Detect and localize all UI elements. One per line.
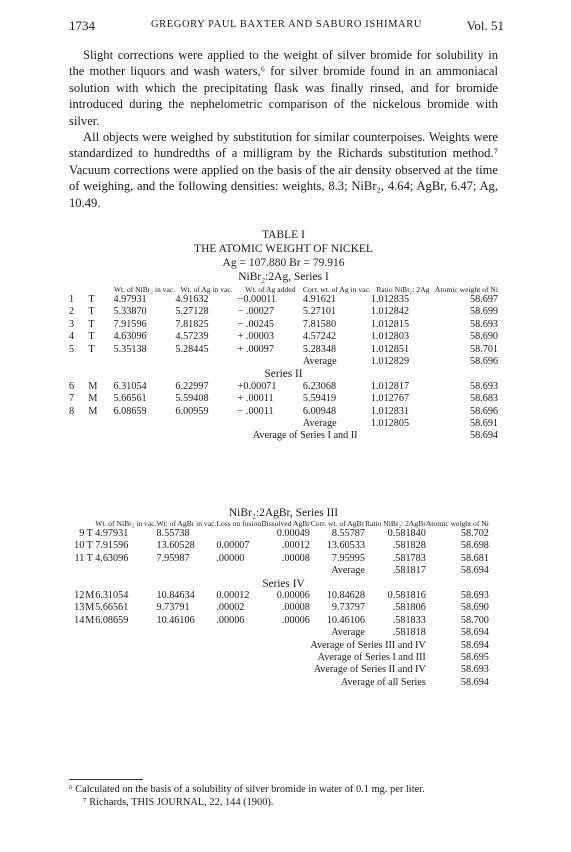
table-cell: Average of all Series <box>340 676 426 688</box>
table-cell: 58.690 <box>469 331 498 343</box>
table-cell: 5.66561 <box>113 393 147 405</box>
footnote-divider <box>69 779 143 780</box>
table-part-a <box>69 286 498 443</box>
table-cell: T <box>88 331 95 343</box>
table-cell: M <box>85 590 95 602</box>
table-row <box>69 540 498 552</box>
table-cell: 9.73797 <box>331 602 365 614</box>
table-cell: 9 <box>79 528 85 539</box>
body-text <box>69 47 498 211</box>
table-cell: 10.84634 <box>156 590 195 602</box>
series-4-rows <box>69 590 498 640</box>
table-cell: 58.700 <box>460 614 489 626</box>
table-cell: Average of Series III and IV <box>310 639 426 651</box>
table-cell: 6.08659 <box>113 405 147 417</box>
table-cell: Average of Series I and II <box>252 430 358 442</box>
table-cell: − .00011 <box>237 405 274 417</box>
table-cell <box>216 528 261 540</box>
table-cell: 1.012767 <box>370 393 410 405</box>
running-header <box>69 18 504 34</box>
table-row <box>69 331 498 343</box>
column-header: Ratio NiBr₂: 2AgBr <box>364 519 426 528</box>
table-cell: 1.012829 <box>370 356 410 368</box>
table-cell: 6.08659 <box>95 614 129 626</box>
table-cell: 13 <box>74 602 85 614</box>
table-cell: 58.698 <box>460 540 489 552</box>
table-cell: 58.701 <box>469 343 498 355</box>
table-label: TABLE I <box>262 229 305 241</box>
header-row <box>69 286 498 294</box>
table-cell: M <box>88 380 98 392</box>
table-cell: 58.695 <box>460 652 489 664</box>
column-header: Wt. of Ag added <box>245 285 296 294</box>
table-cell: 5.66561 <box>95 602 129 614</box>
table-cell: 6.31054 <box>113 380 147 392</box>
table-cell: 1.012831 <box>370 405 410 417</box>
table-cell: T <box>86 528 93 539</box>
table-cell: 6.00959 <box>175 405 209 417</box>
table-cell: 4.97931 <box>95 528 129 539</box>
running-title: GREGORY PAUL BAXTER AND SABURO ISHIMARU <box>150 19 423 30</box>
table-row <box>69 553 498 565</box>
table-cell: M <box>85 602 95 614</box>
table-part-b <box>69 520 498 689</box>
table-cell: 8 <box>69 405 75 417</box>
series-title-row <box>69 368 498 380</box>
table-cell: 7 <box>69 393 75 405</box>
column-header: Corr. wt. of AgBr <box>310 519 365 528</box>
part-b-title: NiBr₂:2AgBr, Series III <box>228 507 339 519</box>
table-row <box>69 406 498 418</box>
table-cell: 13.60528 <box>156 540 195 552</box>
table-cell: 58.694 <box>460 565 489 577</box>
table-cell: 0.00007 <box>216 540 250 552</box>
table-cell: 7.81825 <box>175 318 209 330</box>
table-row <box>69 319 498 331</box>
table-cell: 10.84628 <box>326 590 365 602</box>
table-cell: .581818 <box>392 627 426 639</box>
table-cell: 0.00006 <box>276 590 310 602</box>
table-cell: .00002 <box>216 602 245 614</box>
table-cell: 6 <box>69 380 75 392</box>
table-row <box>69 590 498 602</box>
table-cell: + .00003 <box>237 331 274 343</box>
table-cell: 0.00049 <box>276 528 310 539</box>
table-cell: 6.22997 <box>175 380 209 392</box>
table-cell: +0.00071 <box>237 380 277 392</box>
table-cell: − .00027 <box>237 306 274 318</box>
table-cell: 13.60533 <box>326 540 365 552</box>
part-a-title: NiBr₂:2Ag, Series I <box>238 271 329 283</box>
table-cell: .581828 <box>392 540 426 552</box>
table-cell: 1.012835 <box>370 294 410 305</box>
table-cell: 0.581816 <box>387 590 426 602</box>
table-cell: Average of Series II and IV <box>313 664 426 676</box>
table-cell: 58.699 <box>469 306 498 318</box>
series-2-rows <box>69 381 498 443</box>
table-cell: 58.690 <box>460 602 489 614</box>
table-cell: .00006 <box>216 614 245 626</box>
table-cell: 58.697 <box>469 294 498 305</box>
column-header: Dissolved AgBr <box>261 519 310 528</box>
summary-rows <box>69 640 498 690</box>
table-cell: 58.694 <box>460 676 489 688</box>
table-cell: 58.683 <box>469 393 498 405</box>
table-cell: 4.57239 <box>175 331 209 343</box>
table-cell: 10.46106 <box>156 614 195 626</box>
footnote: ⁶ Calculated on the basis of a solubility of silver bromide in water of 0.1 mg. per liter. <box>69 784 425 795</box>
table-cell: − .00245 <box>237 318 274 330</box>
table-cell: 4.57242 <box>302 331 337 343</box>
table-cell: M <box>85 614 95 626</box>
combined-average-row <box>69 430 498 442</box>
table-cell: 58.693 <box>460 590 489 602</box>
table-cell: 14 <box>74 614 85 626</box>
table-cell: Average <box>331 627 365 639</box>
table-cell: 58.696 <box>469 405 498 417</box>
table-cell: Average <box>302 356 337 368</box>
table-row <box>69 602 498 614</box>
table-cell: 5.35138 <box>113 343 147 355</box>
column-header: Loss on fusion <box>216 519 262 528</box>
table-cell: 4.63096 <box>113 331 147 343</box>
table-cell: 2 <box>69 306 75 318</box>
table-cell: 1.012815 <box>370 318 410 330</box>
table-cell: −0.00011 <box>237 294 277 305</box>
table-cell: 58.694 <box>460 639 489 651</box>
table-cell: 4.63096 <box>95 552 129 564</box>
table-cell: T <box>86 540 93 552</box>
table-cell: 7.91596 <box>113 318 147 330</box>
table-cell: 7.95987 <box>156 552 190 564</box>
table-constants: Ag = 107.880 Br = 79.916 <box>222 257 345 269</box>
table-row <box>69 393 498 405</box>
column-header: Wt. of NiBr₂ in vac. <box>95 519 157 528</box>
column-header: Wt. of NiBr₂ in vac. <box>113 285 176 294</box>
column-header: Atomic weight of Ni <box>425 519 489 528</box>
summary-row <box>69 652 498 664</box>
table-cell: 11 <box>74 552 85 564</box>
table-cell: T <box>88 343 95 355</box>
table-cell: T <box>86 552 93 564</box>
table-cell: 5 <box>69 343 75 355</box>
average-row <box>69 418 498 430</box>
header-row <box>69 520 498 528</box>
table-cell: 6.00948 <box>302 405 337 417</box>
table-cell: 3 <box>69 318 75 330</box>
table-cell: 58.694 <box>469 430 498 442</box>
table-row <box>69 615 498 627</box>
table-cell: 1.012803 <box>370 331 410 343</box>
volume-label: Vol. 51 <box>466 18 504 33</box>
table-cell: 1.012805 <box>370 418 410 430</box>
table-cell: 1 <box>69 294 75 305</box>
table-cell: T <box>88 318 95 330</box>
table-cell: 58.691 <box>469 418 498 430</box>
table-cell: .00006 <box>281 614 310 626</box>
table-cell: .00012 <box>281 540 310 552</box>
table-cell: .581783 <box>392 552 426 564</box>
table-caption <box>69 228 498 284</box>
table-cell: .581817 <box>392 565 426 577</box>
table-cell: 0.00012 <box>216 590 250 602</box>
table-cell: 1.012817 <box>370 380 410 392</box>
table-cell: + .00011 <box>237 393 274 405</box>
column-header: Ratio NiBr₂: 2Ag <box>376 285 430 294</box>
table-cell: 58.693 <box>469 380 498 392</box>
table-cell: 10.46106 <box>326 614 365 626</box>
table-cell: 5.28348 <box>302 343 337 355</box>
table-cell: 5.33870 <box>113 306 147 318</box>
table-cell: 4.91621 <box>302 294 337 305</box>
table-row <box>69 528 498 540</box>
table-cell: T <box>88 306 95 318</box>
series-3-rows <box>69 528 498 590</box>
table-cell: 7.91596 <box>95 540 129 552</box>
paragraph: Slight corrections were applied to the weight of silver bromide for solubility in the mother liquors and wash waters,⁶ for silver bromide found in an ammoniacal solution with which the precipitating flask was finally rinsed, and for bromide introduced during the nephelometric comparison of the nickelous bromide with silver. <box>69 48 498 128</box>
column-header: Wt. of Ag in vac. <box>180 285 233 294</box>
table-row <box>69 306 498 318</box>
table-cell: T <box>88 294 95 305</box>
table-cell: Average <box>302 418 337 430</box>
table-cell: 7.81580 <box>302 318 337 330</box>
page-number: 1734 <box>69 18 95 33</box>
table-cell: 4 <box>69 331 75 343</box>
table-cell: 5.28445 <box>175 343 209 355</box>
table-cell: 7.95995 <box>331 552 365 564</box>
table-cell: 12 <box>74 590 85 602</box>
average-row <box>69 627 498 639</box>
column-header: Corr. wt. of Ag in vac. <box>302 285 371 294</box>
column-header: Atomic weight of Ni <box>434 285 498 294</box>
table-cell: 6.23068 <box>302 380 337 392</box>
table-cell: + .00097 <box>237 343 274 355</box>
table-cell: .581806 <box>392 602 426 614</box>
table-cell: M <box>88 393 98 405</box>
table-cell: 0.581840 <box>387 528 426 539</box>
table-cell: 8.55738 <box>156 528 190 539</box>
table-cell: 10 <box>74 540 85 552</box>
average-row <box>69 565 498 577</box>
footnote: ⁷ Richards, THIS JOURNAL, 22, 144 (1900). <box>83 797 274 809</box>
table-cell: Average <box>331 565 365 577</box>
footnotes <box>69 783 501 810</box>
summary-row <box>69 664 498 676</box>
paragraph: All objects were weighed by substitution for similar counterpoises. Weights were standardized to hundredths of a milligram by the Richards substitution method.⁷ Vacuum corrections were applied on the basis of the air density observed at the time of weighing, and the following densities: weights, 8.3; NiBr₂, 4.64; AgBr, 6.47; Ag, 10.49. <box>69 130 498 210</box>
table-cell: 9.73791 <box>156 602 190 614</box>
table-cell: 5.27101 <box>302 306 337 318</box>
table-row <box>69 294 498 306</box>
table-cell: 58.693 <box>460 664 489 676</box>
table-cell: 4.91632 <box>175 294 209 305</box>
series-1-rows <box>69 294 498 381</box>
average-row <box>69 356 498 368</box>
table-cell: 58.702 <box>460 528 489 539</box>
table-cell: 58.693 <box>469 318 498 330</box>
table-cell: 5.27128 <box>175 306 209 318</box>
table-cell: 1.012851 <box>370 343 410 355</box>
column-header: Wt. of AgBr in vac. <box>156 519 217 528</box>
table-cell: 4.97931 <box>113 294 147 305</box>
series-4-title: Series IV <box>262 577 305 590</box>
table-cell: .00000 <box>216 552 245 564</box>
table-cell: .581833 <box>392 614 426 626</box>
table-title: THE ATOMIC WEIGHT OF NICKEL <box>194 243 373 255</box>
table-cell: 58.681 <box>460 552 489 564</box>
summary-row <box>69 677 498 689</box>
table-cell: .00008 <box>281 552 310 564</box>
table-cell: M <box>88 405 98 417</box>
series-title-row <box>69 578 498 590</box>
table-row <box>69 344 498 356</box>
table-cell: .00008 <box>281 602 310 614</box>
table-cell: Average of Series I and III <box>317 652 426 664</box>
table-cell: 8.55787 <box>331 528 365 539</box>
table-cell: 6.31054 <box>95 590 129 602</box>
table-cell: 58.694 <box>460 627 489 639</box>
table-cell: 5.59419 <box>302 393 337 405</box>
summary-row <box>69 640 498 652</box>
series-2-title: Series II <box>264 368 303 381</box>
table-cell: 5.59408 <box>175 393 209 405</box>
table-cell: 1.012842 <box>370 306 410 318</box>
table-row <box>69 381 498 393</box>
table-cell: 58.696 <box>469 356 498 368</box>
